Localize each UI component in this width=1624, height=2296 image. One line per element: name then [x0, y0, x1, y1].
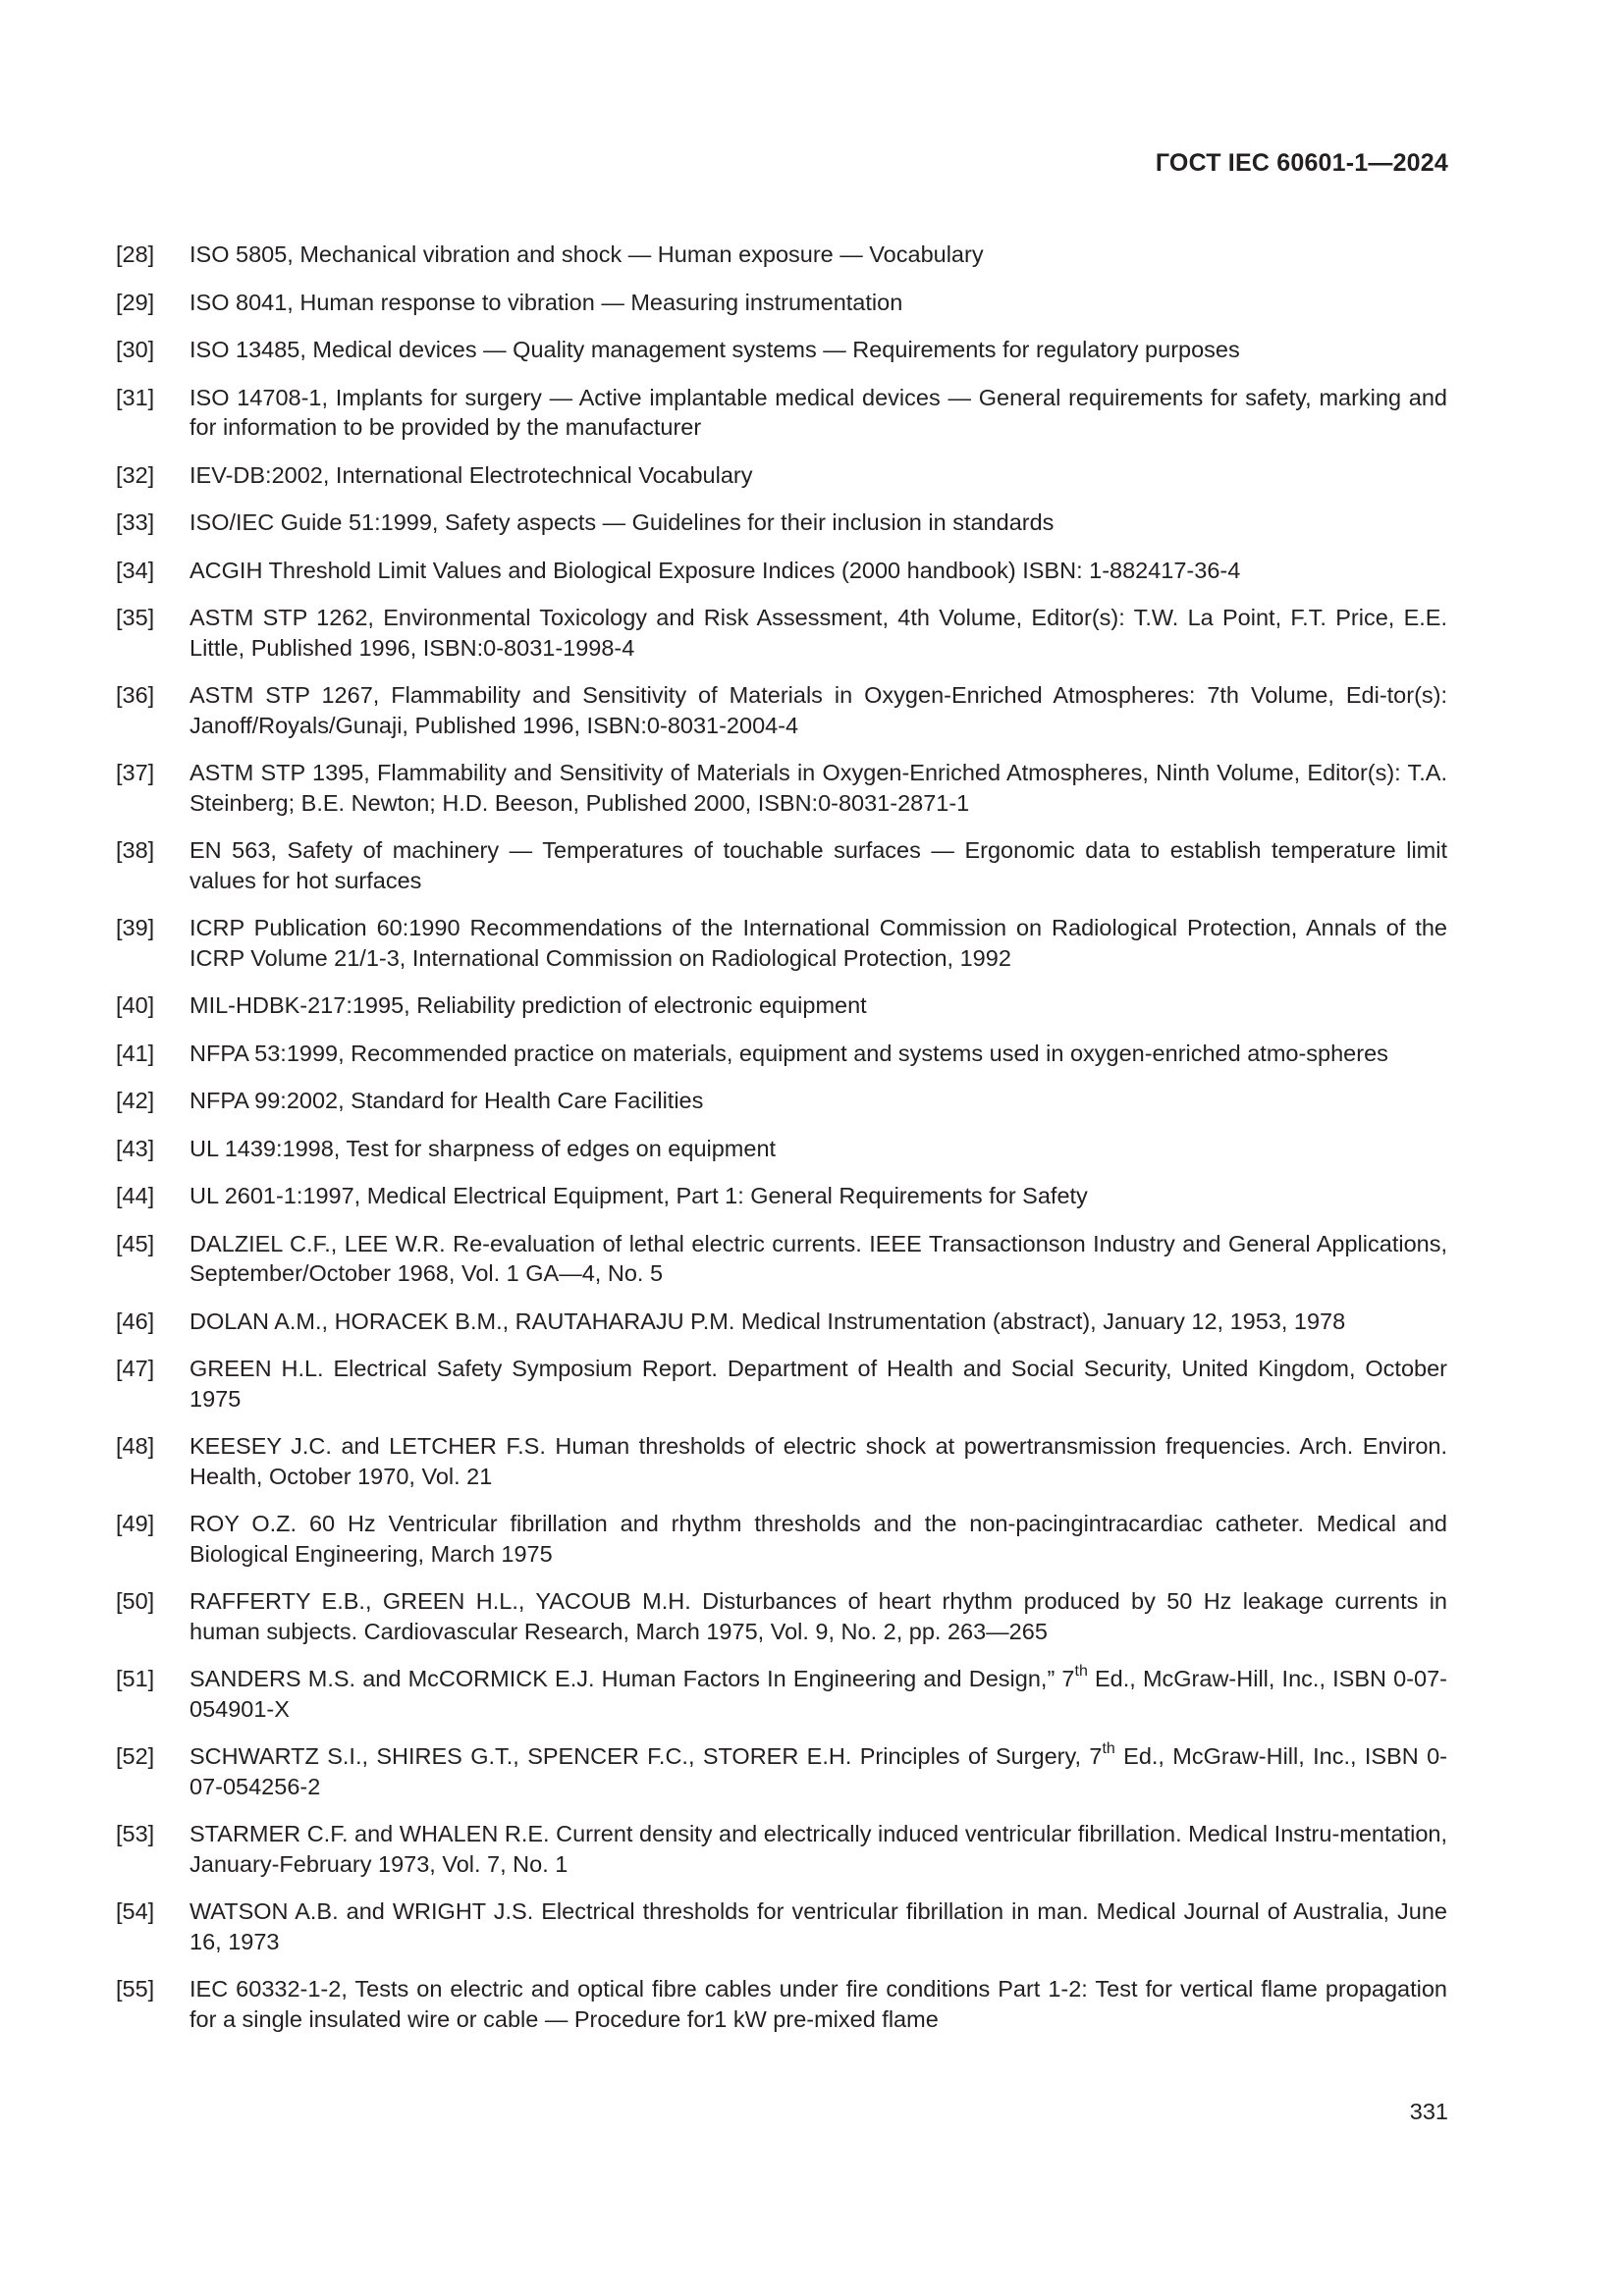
reference-text-part: Ed., McGraw-Hill, Inc., ISBN 0-07-054901-X	[189, 1666, 1447, 1722]
reference-41	[116, 1039, 1447, 1069]
page-number: 331	[1409, 2099, 1448, 2124]
reference-36	[116, 680, 1447, 740]
reference-number: [30]	[116, 337, 155, 362]
reference-37	[116, 758, 1447, 818]
reference-text: EN 563, Safety of machinery — Temperatures of touchable surfaces — Ergonomic data to establish temperature limit values for hot surfaces	[189, 837, 1447, 893]
reference-number: [37]	[116, 760, 155, 785]
reference-number: [48]	[116, 1433, 155, 1459]
reference-text: NFPA 53:1999, Recommended practice on materials, equipment and systems used in oxygen-enriched atmo-spheres	[189, 1040, 1388, 1066]
reference-number: [29]	[116, 289, 155, 315]
reference-text: STARMER C.F. and WHALEN R.E. Current density and electrically induced ventricular fibrillation. Medical Instru-mentation, January-February 1973, Vol. 7, No. 1	[189, 1821, 1447, 1877]
reference-number: [32]	[116, 461, 155, 488]
reference-35	[116, 603, 1447, 663]
reference-number: [54]	[116, 1898, 155, 1924]
reference-text: MIL-HDBK-217:1995, Reliability prediction of electronic equipment	[189, 992, 867, 1018]
reference-text: DOLAN A.M., HORACEK B.M., RAUTAHARAJU P.M. Medical Instrumentation (abstract), January 12, 1953, 1978	[189, 1308, 1346, 1334]
reference-text: GREEN H.L. Electrical Safety Symposium Report. Department of Health and Social Security, United Kingdom, October 1975	[189, 1356, 1447, 1412]
reference-42	[116, 1086, 1447, 1116]
reference-31	[116, 383, 1447, 443]
reference-text: ROY O.Z. 60 Hz Ventricular fibrillation and rhythm thresholds and the non-pacingintracardiac catheter. Medical and Biological Engineering, March 1975	[189, 1511, 1447, 1567]
reference-number: [50]	[116, 1588, 155, 1614]
reference-number: [49]	[116, 1511, 155, 1536]
reference-text: ASTM STP 1267, Flammability and Sensitivity of Materials in Oxygen-Enriched Atmospheres: 7th Volume, Edi-tor(s): Janoff/Royals/Gunaji, Published 1996, ISBN:0-8031-2004-4	[189, 682, 1447, 738]
reference-text: ASTM STP 1262, Environmental Toxicology and Risk Assessment, 4th Volume, Editor(s): T.W. La Point, F.T. Price, E.E. Little, Published 1996, ISBN:0-8031-1998-4	[189, 605, 1447, 661]
reference-text-part: SCHWARTZ S.I., SHIRES G.T., SPENCER F.C., STORER E.H. Principles of Surgery, 7	[189, 1743, 1103, 1769]
reference-text: NFPA 99:2002, Standard for Health Care Facilities	[189, 1088, 704, 1113]
reference-38	[116, 835, 1447, 895]
reference-number: [55]	[116, 1976, 155, 2002]
reference-52	[116, 1741, 1447, 1801]
reference-number: [34]	[116, 557, 155, 583]
reference-47	[116, 1354, 1447, 1414]
reference-44	[116, 1181, 1447, 1211]
reference-text: UL 2601-1:1997, Medical Electrical Equipment, Part 1: General Requirements for Safety	[189, 1183, 1088, 1208]
reference-number: [45]	[116, 1230, 155, 1256]
reference-number: [44]	[116, 1183, 155, 1208]
reference-text: IEC 60332-1-2, Tests on electric and optical fibre cables under fire conditions Part 1-2: Test for vertical flame propagation for a single insulated wire or cable — Procedure for1 kW pre-mixed flame	[189, 1976, 1447, 2032]
superscript-ordinal: th	[1102, 1740, 1115, 1758]
reference-number: [47]	[116, 1356, 155, 1381]
reference-number: [36]	[116, 682, 155, 708]
reference-number: [43]	[116, 1135, 155, 1161]
reference-text: ISO/IEC Guide 51:1999, Safety aspects — Guidelines for their inclusion in standards	[189, 509, 1055, 535]
reference-29	[116, 288, 1447, 318]
reference-53	[116, 1819, 1447, 1879]
reference-number: [35]	[116, 605, 155, 630]
reference-number: [41]	[116, 1040, 155, 1066]
standard-header: ГОСТ IEC 60601-1—2024	[1155, 149, 1448, 177]
reference-28	[116, 240, 1447, 270]
reference-text: ISO 8041, Human response to vibration — Measuring instrumentation	[189, 289, 903, 315]
reference-49	[116, 1509, 1447, 1569]
reference-text: ISO 5805, Mechanical vibration and shock — Human exposure — Vocabulary	[189, 241, 984, 267]
reference-number: [53]	[116, 1821, 155, 1846]
reference-number: [40]	[116, 992, 155, 1018]
reference-55	[116, 1974, 1447, 2034]
reference-40	[116, 990, 1447, 1021]
reference-text: RAFFERTY E.B., GREEN H.L., YACOUB M.H. Disturbances of heart rhythm produced by 50 Hz leakage currents in human subjects. Cardiovascular Research, March 1975, Vol. 9, No. 2, pp. 263—265	[189, 1588, 1447, 1644]
reference-number: [42]	[116, 1088, 155, 1113]
reference-number: [38]	[116, 837, 155, 863]
reference-text	[189, 1664, 1447, 1724]
reference-text: KEESEY J.C. and LETCHER F.S. Human thresholds of electric shock at powertransmission frequencies. Arch. Environ. Health, October 1970, Vol. 21	[189, 1433, 1447, 1489]
reference-text: ICRP Publication 60:1990 Recommendations of the International Commission on Radiological Protection, Annals of the ICRP Volume 21/1-3, International Commission on Radiological Protection, 1992	[189, 915, 1447, 971]
reference-text: IEV-DB:2002, International Electrotechnical Vocabulary	[189, 461, 753, 488]
reference-text: ACGIH Threshold Limit Values and Biological Exposure Indices (2000 handbook) ISBN: 1-882417-36-4	[189, 557, 1241, 583]
reference-number: [31]	[116, 384, 155, 410]
reference-number: [28]	[116, 241, 155, 267]
reference-30	[116, 335, 1447, 365]
reference-text: UL 1439:1998, Test for sharpness of edges on equipment	[189, 1135, 777, 1161]
reference-text: ISO 14708-1, Implants for surgery — Active implantable medical devices — General requirements for safety, marking and for information to be provided by the manufacturer	[189, 384, 1447, 440]
reference-48	[116, 1431, 1447, 1491]
reference-43	[116, 1134, 1447, 1164]
reference-39	[116, 913, 1447, 973]
reference-33	[116, 507, 1447, 538]
reference-51	[116, 1664, 1447, 1724]
reference-34	[116, 556, 1447, 586]
reference-number: [51]	[116, 1666, 155, 1691]
reference-32	[116, 460, 1447, 491]
reference-text: DALZIEL C.F., LEE W.R. Re-evaluation of lethal electric currents. IEEE Transactionson Industry and General Applications, September/October 1968, Vol. 1 GA—4, No. 5	[189, 1230, 1447, 1286]
reference-text: ISO 13485, Medical devices — Quality management systems — Requirements for regulatory purposes	[189, 337, 1240, 362]
reference-50	[116, 1586, 1447, 1646]
reference-text	[189, 1741, 1447, 1801]
reference-45	[116, 1229, 1447, 1289]
reference-46	[116, 1307, 1447, 1337]
reference-number: [52]	[116, 1743, 155, 1769]
reference-number: [33]	[116, 509, 155, 535]
reference-text: ASTM STP 1395, Flammability and Sensitivity of Materials in Oxygen-Enriched Atmospheres, Ninth Volume, Editor(s): T.A. Steinberg; B.E. Newton; H.D. Beeson, Published 2000, ISBN:0-8031-2871-1	[189, 760, 1447, 816]
reference-text: WATSON A.B. and WRIGHT J.S. Electrical thresholds for ventricular fibrillation in man. Medical Journal of Australia, June 16, 1973	[189, 1898, 1447, 1954]
reference-54	[116, 1896, 1447, 1956]
reference-text-part: Ed., McGraw-Hill, Inc., ISBN 0-07-054256-2	[189, 1743, 1447, 1799]
bibliography-list	[116, 240, 1447, 2052]
superscript-ordinal: th	[1074, 1663, 1088, 1681]
reference-number: [46]	[116, 1308, 155, 1334]
reference-number: [39]	[116, 915, 155, 940]
reference-text-part: SANDERS M.S. and McCORMICK E.J. Human Factors In Engineering and Design,” 7	[189, 1666, 1075, 1691]
